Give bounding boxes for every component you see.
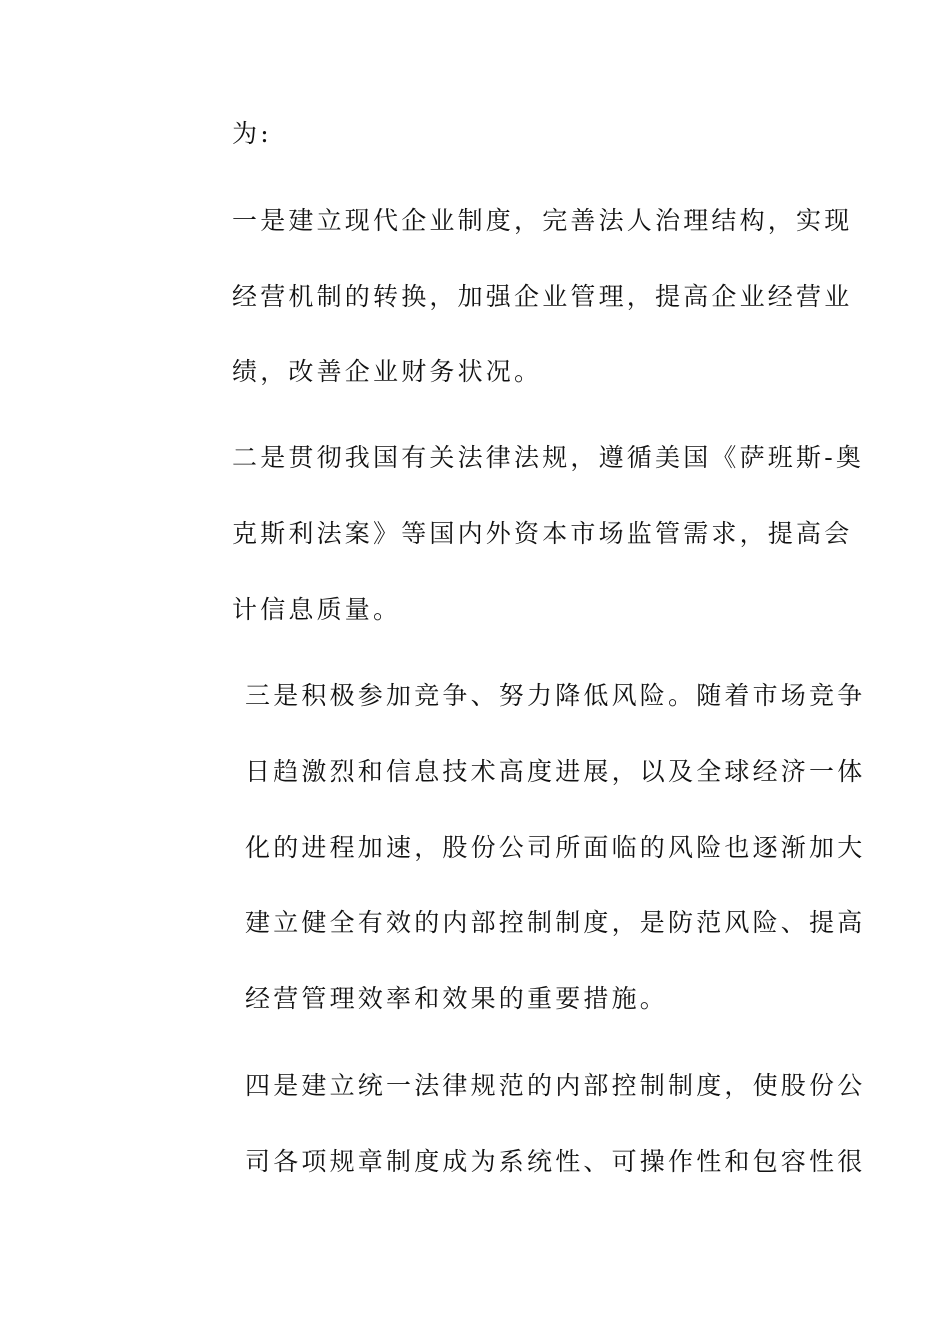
text-line-point-1-2: 经营机制的转换，加强企业管理，提高企业经营业 [232,282,853,311]
text-line-point-2-2: 克斯利法案》等国内外资本市场监管需求，提高会 [232,519,853,548]
text-line-point-3-2: 日趋激烈和信息技术高度进展，以及全球经济一体 [245,757,866,786]
text-line-point-3-1: 三是积极参加竞争、努力降低风险。随着市场竞争 [245,681,866,710]
text-line-point-1-3: 绩，改善企业财务状况。 [232,357,543,386]
text-line-intro: 为: [232,119,272,148]
text-line-point-2-1: 二是贯彻我国有关法律法规，遵循美国《萨班斯-奥 [232,443,865,472]
text-line-point-3-4: 建立健全有效的内部控制制度，是防范风险、提高 [245,908,866,937]
text-line-point-1-1: 一是建立现代企业制度，完善法人治理结构，实现 [232,206,853,235]
text-line-point-3-3: 化的进程加速，股份公司所面临的风险也逐渐加大 [245,833,866,862]
text-line-point-4-1: 四是建立统一法律规范的内部控制制度，使股份公 [245,1071,866,1100]
text-line-point-4-2: 司各项规章制度成为系统性、可操作性和包容性很 [245,1147,866,1176]
text-line-point-3-5: 经营管理效率和效果的重要措施。 [245,984,669,1013]
text-line-point-2-3: 计信息质量。 [232,595,402,624]
